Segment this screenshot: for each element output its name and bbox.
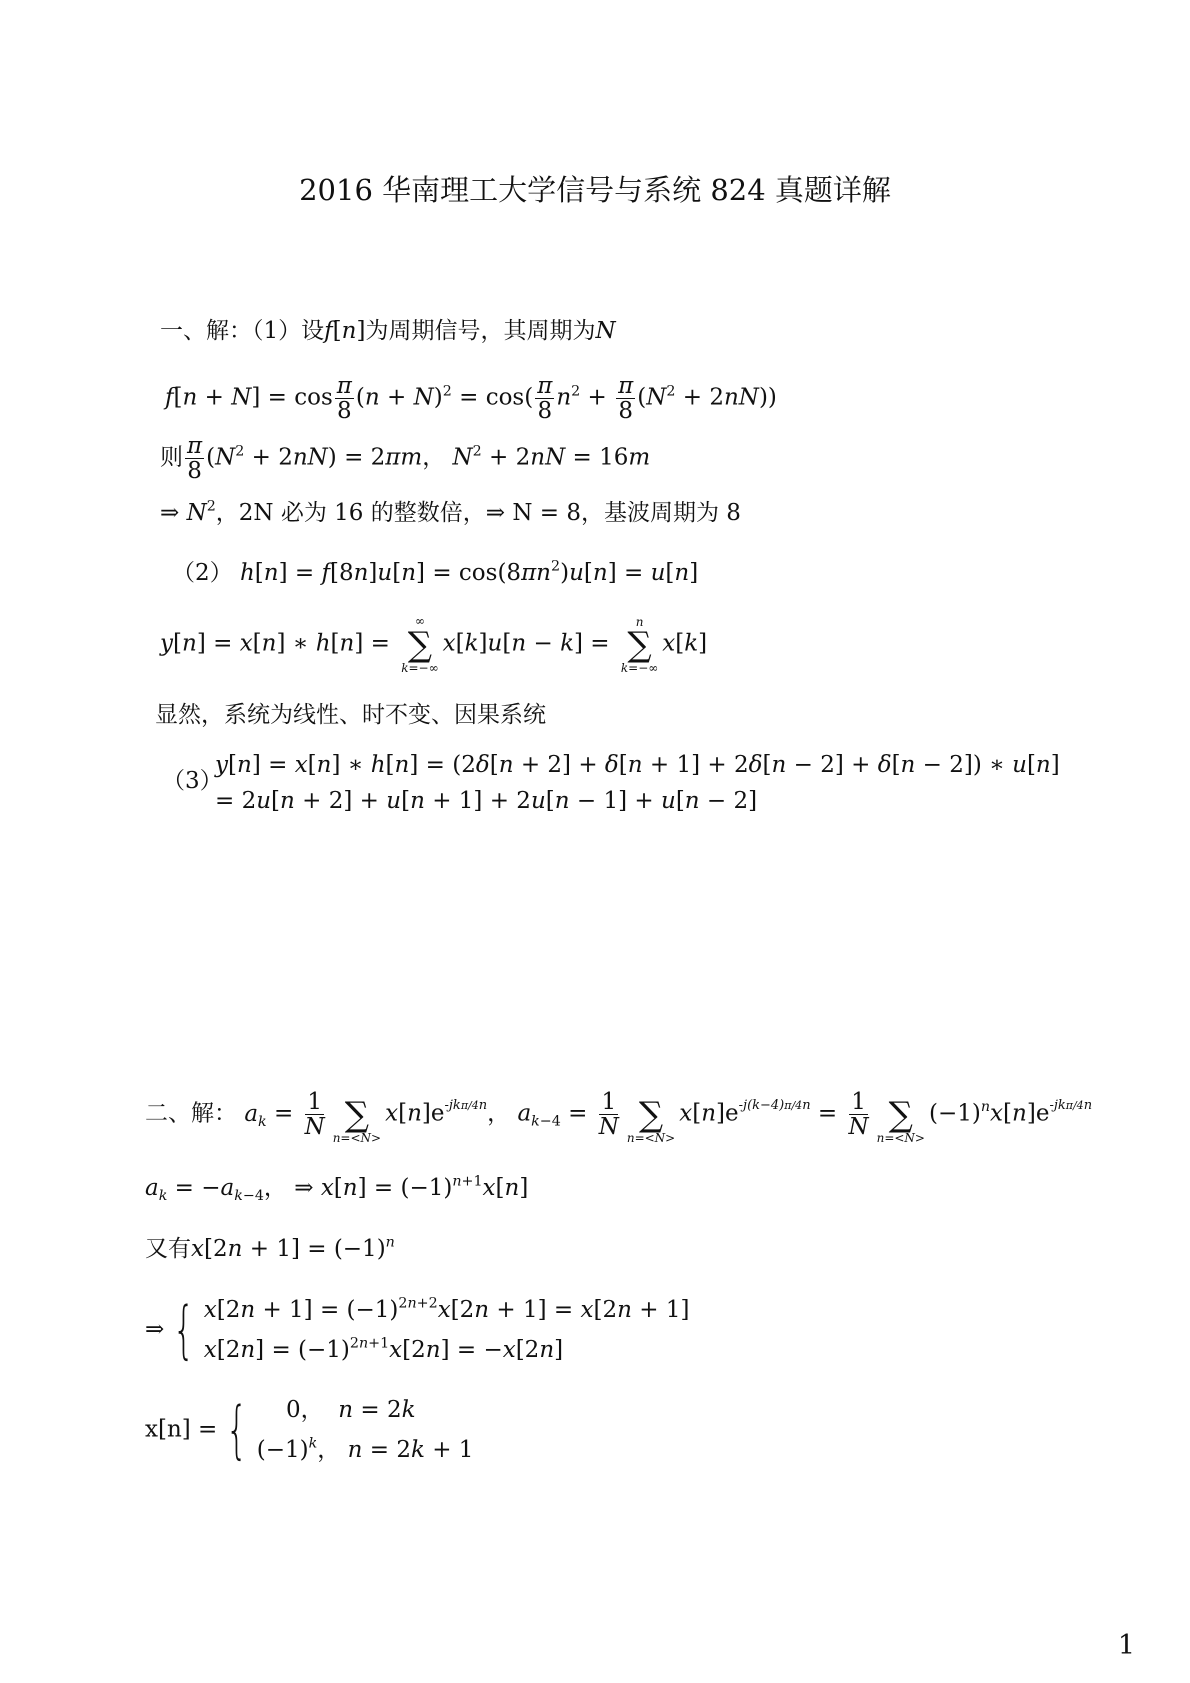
q2-also: 又有$x[2n + 1] = (-1)^n$ xyxy=(145,1234,395,1262)
q1-system-statement: 显然，系统为线性、时不变、因果系统 xyxy=(155,702,546,728)
q2-case1: $x[2n + 1] = (-1)^{2n+2}x[2n + 1] = x[2n + 1]$ xyxy=(203,1295,690,1323)
q1-part3-line1: y[n] = x[n] ∗ h[n] = (2δ[n + 2] + δ[n + 1] + 2δ[n − 2] + δ[n − 2]) ∗ u[n] xyxy=(215,752,1060,778)
left-brace: { xyxy=(173,1293,195,1367)
sum-symbol: ∞ ∑ k=−∞ xyxy=(401,614,439,675)
q2-cases: ⇒ { $x[2n + 1] = (-1)^{2n+2}x[2n + 1] = x[2n + 1]$ $x[2n] = (-1)^{2n+1}x[2n] = -x[2n]$ xyxy=(145,1290,689,1371)
q2-case2: $x[2n] = (-1)^{2n+1}x[2n] = -x[2n]$ xyxy=(203,1335,564,1364)
sum-symbol: ∑ n=<N> xyxy=(332,1095,382,1145)
q1-conclusion: ⇒ $N^2$，2N 必为 16 的整数倍，⇒ N = 8，基波周期为 8 xyxy=(160,498,741,526)
q2-label: 二、解： xyxy=(145,1100,237,1127)
q1-part2: （2） $h[n] = f[8n]u[n] = \cos(8\pi n^2)u[n] = u[n]$ xyxy=(172,558,699,586)
q1-convolution: y[n] = x[n] ∗ h[n] = ∞ ∑ k=−∞ x[k]u[n − k] = n ∑ k=−∞ x[k] xyxy=(160,614,708,675)
sum-symbol: ∑ n=<N> xyxy=(876,1095,925,1145)
q1-conclusion-text: ，2N 必为 16 的整数倍，⇒ N = 8，基波周期为 8 xyxy=(215,500,741,526)
q1-part2-label: （2） xyxy=(172,560,233,586)
sum-symbol: n ∑ k=−∞ xyxy=(620,614,659,675)
q2-result-lhs: x[n] = xyxy=(145,1416,218,1443)
q1-then-label: 则 xyxy=(160,444,183,471)
page-title: 2016 华南理工大学信号与系统 824 真题详解 xyxy=(299,173,891,207)
q1-intro: 一、解：（1）设f[n]为周期信号，其周期为N xyxy=(160,318,616,344)
left-brace: { xyxy=(226,1393,248,1467)
page-number: 1 xyxy=(1117,1630,1135,1661)
q1-periodic-equation: f[n + N] = cos $\frac{\pi}{8}$ $(n + N)^2 = \cos$( $\frac{\pi}{8}$ $n^2$ + $\frac{\pi}{8}$ $(N^2 + 2nN)$) xyxy=(165,373,777,425)
q2-piece2: $(-1)^k$， n = 2k + 1 xyxy=(256,1435,474,1464)
q2-fourier-coefficients: 二、解： $a_k$ = $\frac{1}{N}$ ∑ n=<N> $x[n]e^{-jk\pi/4n}$， $a_{k-4}$ = $\frac{1}{N}$ ∑ n=<N> $x[n]e^{-j(k-4)\pi/4n}$ = $\frac{1}{N}$ ∑ n=<N> $(-1)^nx[n]e^{-jk\pi/4n}$ xyxy=(145,1085,1092,1144)
q2-piece1: 0， n = 2k xyxy=(256,1397,416,1423)
q1-part3-line2: = 2u[n + 2] + u[n + 1] + 2u[n − 1] + u[n − 2] xyxy=(215,788,758,814)
q1-part3-label: （3） xyxy=(162,768,223,794)
q2-result xyxy=(145,1390,473,1471)
q1-intro-label: 一、解：（1）设 xyxy=(160,318,325,344)
q1-then-equation: 则 $\frac{\pi}{8}$ $(N^2 + 2nN) = 2\pi m$， $N^2 + 2nN = 16m$ xyxy=(160,433,651,485)
q1-intro-rest: 为周期信号，其周期为 xyxy=(365,318,596,344)
q2-relation: $a_k = -a_{k-4}$， ⇒ $x[n] = (-1)^{n+1}x[n]$ xyxy=(145,1173,529,1204)
q2-also-label: 又有 xyxy=(145,1236,191,1262)
sum-symbol: ∑ n=<N> xyxy=(626,1095,676,1145)
